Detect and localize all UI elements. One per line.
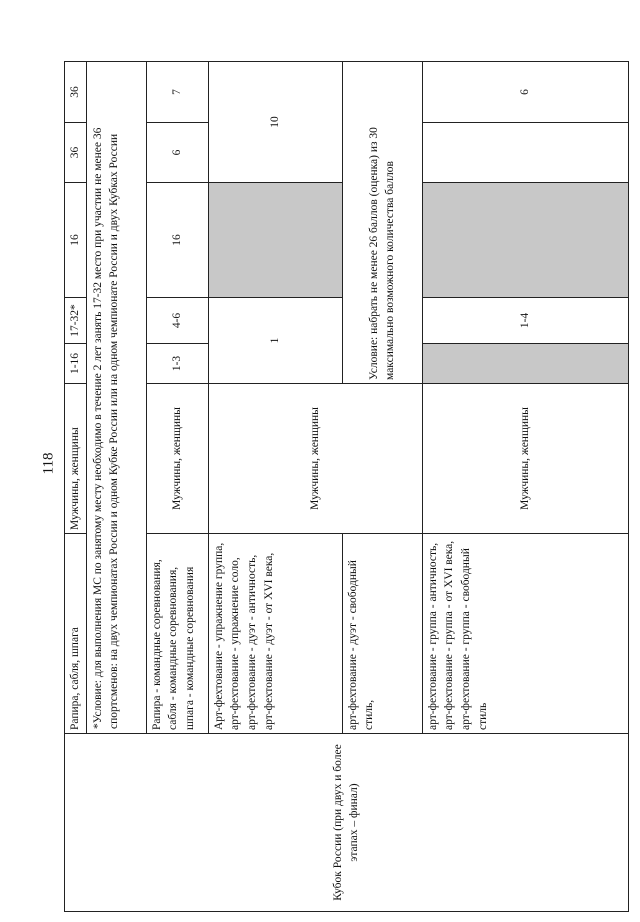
header-place-2: 17-32*: [65, 298, 87, 344]
row1-gender: Мужчины, женщины: [146, 384, 208, 534]
page-number: 118: [40, 452, 57, 475]
row2-gender: Мужчины, женщины: [208, 384, 422, 534]
condition-note: *Условие: для выполнения МС по занятому месту необходимо в течение 2 лет занять 17-32 место при участии не менее 36 спортсменов: на двух чемпионатах России и одном Кубке России или на одном чемпионате России и двух Кубках России: [86, 62, 146, 734]
row1-value-5: 7: [146, 62, 208, 123]
row1-value-4: 6: [146, 123, 208, 183]
row3-discipline: арт-фехтование - дуэт - свободный стиль,: [342, 534, 422, 734]
header-gender: Мужчины, женщины: [65, 384, 87, 534]
header-place-3: 16: [65, 183, 87, 298]
header-place-5: 36: [65, 62, 87, 123]
row4-empty-cell-1: [422, 344, 628, 384]
row1-discipline: Рапира - командные соревнования, сабля - командные соревнования, шпага - командные соревнования: [146, 534, 208, 734]
row4-value-last: 6: [422, 62, 628, 123]
row4-discipline: арт-фехтование - группа - античность, арт-фехтование - группа - от XVI века, арт-фехтование - группа - свободный стиль: [422, 534, 628, 734]
header-discipline: Рапира, сабля, шпага: [65, 534, 87, 734]
row4-value-place: 1-4: [422, 298, 628, 344]
rotated-table-wrapper: [64, 62, 626, 912]
row4-empty-cell-2: [422, 183, 628, 298]
header-place-4: 36: [65, 123, 87, 183]
qualification-table: [64, 61, 629, 912]
row2-discipline: Арт-фехтование - упражнение группа, арт-фехтование - упражнение соло, арт-фехтование - дуэт - античность, арт-фехтование - дуэт - от XVI века,: [208, 534, 342, 734]
row4-gender: Мужчины, женщины: [422, 384, 628, 534]
row1-value-3: 16: [146, 183, 208, 298]
row2-value-place: 1: [208, 298, 342, 384]
row2-empty-cell: [208, 183, 342, 298]
row2-value-count: 10: [208, 62, 342, 183]
header-place-1: 1-16: [65, 344, 87, 384]
row1-value-1: 1-3: [146, 344, 208, 384]
row3-condition: Условие: набрать не менее 26 баллов (оценка) из 30 максимально возможного количества баллов: [342, 62, 422, 384]
competition-cell: Кубок России (при двух и более этапах – финал): [65, 734, 629, 912]
row1-value-2: 4-6: [146, 298, 208, 344]
row4-empty-cell-3: [422, 123, 628, 183]
